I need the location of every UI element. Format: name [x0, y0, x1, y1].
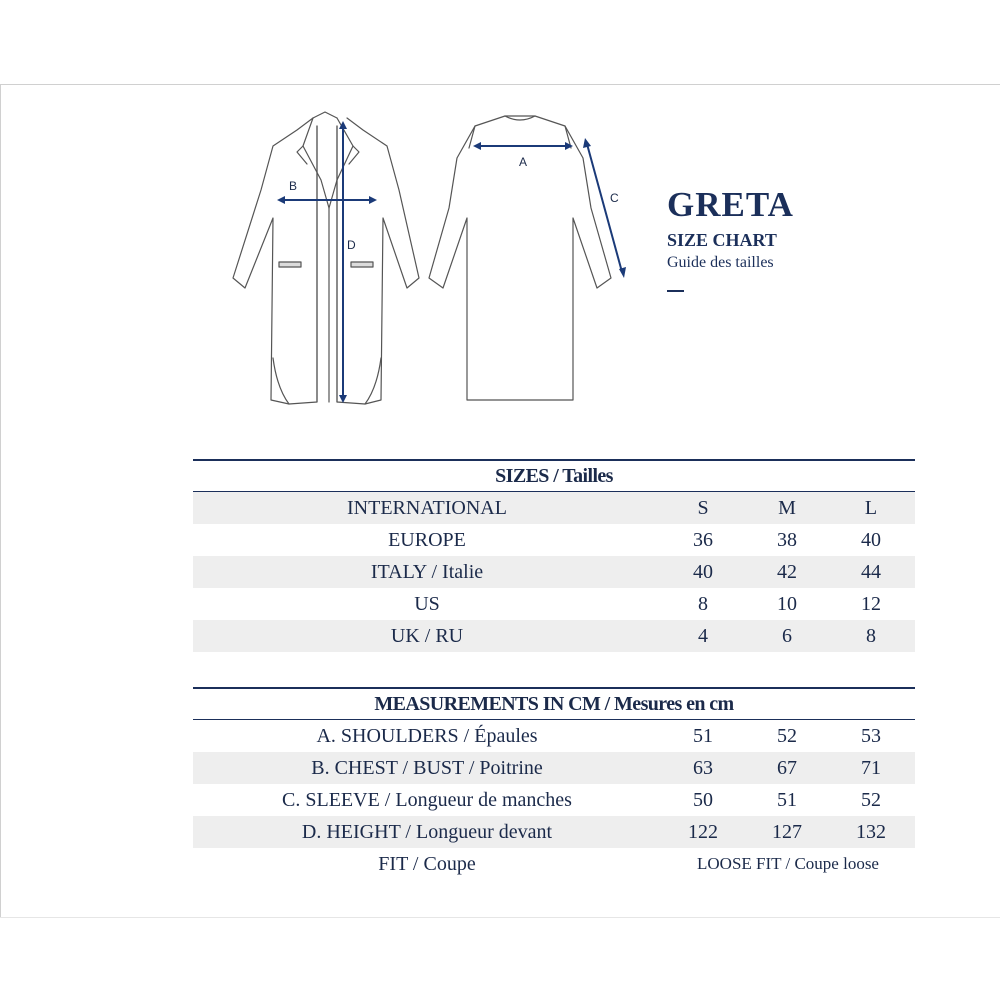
sizes-table-title: SIZES / Tailles — [495, 464, 613, 487]
size-m: 38 — [777, 528, 797, 551]
size-s: 63 — [693, 756, 713, 779]
row-label: INTERNATIONAL — [347, 496, 507, 519]
row-label: ITALY / Italie — [370, 560, 484, 583]
size-l: 71 — [861, 756, 881, 779]
row-label: UK / RU — [390, 624, 464, 647]
size-l: 12 — [861, 592, 881, 615]
size-m: 127 — [772, 820, 802, 843]
size-m: 6 — [782, 624, 792, 647]
row-label: A. SHOULDERS / Épaules — [316, 724, 538, 747]
size-m: 52 — [777, 724, 797, 747]
label-a: A — [519, 155, 528, 169]
size-l: 40 — [861, 528, 881, 551]
row-label: C. SLEEVE / Longueur de manches — [282, 788, 572, 811]
size-l: 44 — [861, 560, 881, 583]
page-border-bottom — [0, 917, 1000, 918]
sizes-table — [193, 459, 915, 652]
table-row — [193, 492, 915, 524]
size-l: 8 — [866, 624, 876, 647]
row-label: D. HEIGHT / Longueur devant — [301, 820, 553, 843]
page-border-top — [0, 84, 1000, 85]
label-b: B — [289, 179, 298, 193]
coat-illustration — [225, 108, 635, 408]
size-s: 50 — [693, 788, 713, 811]
size-l: L — [864, 496, 878, 519]
size-guide-subtitle: Guide des tailles — [667, 254, 774, 271]
fit-row — [193, 848, 915, 880]
size-s: 4 — [698, 624, 708, 647]
fit-label: FIT / Coupe — [378, 852, 476, 875]
size-m: M — [778, 496, 796, 519]
title-dash — [667, 290, 684, 292]
size-m: 51 — [777, 788, 797, 811]
table-row — [193, 720, 915, 752]
measurements-table — [193, 687, 915, 880]
coat-front-drawing — [233, 112, 419, 404]
fit-value: LOOSE FIT / Coupe loose — [697, 854, 879, 873]
size-s: 8 — [698, 592, 708, 615]
table-row — [193, 816, 915, 848]
label-c: C — [610, 191, 619, 205]
table-row — [193, 524, 915, 556]
size-l: 52 — [861, 788, 881, 811]
table-row — [193, 620, 915, 652]
product-title: GRETA — [667, 185, 794, 224]
size-chart-heading: SIZE CHART — [667, 230, 777, 250]
size-s: 36 — [693, 528, 713, 551]
table-row — [193, 784, 915, 816]
page-border-left — [0, 84, 1, 918]
size-s: S — [697, 496, 709, 519]
label-d: D — [347, 238, 356, 252]
row-label: US — [414, 592, 440, 615]
brand-block — [667, 186, 794, 292]
row-label: EUROPE — [388, 528, 466, 551]
size-m: 42 — [777, 560, 797, 583]
size-m: 10 — [777, 592, 797, 615]
size-s: 40 — [693, 560, 713, 583]
table-row — [193, 588, 915, 620]
table-row — [193, 556, 915, 588]
table-row — [193, 752, 915, 784]
measurements-table-title: MEASUREMENTS IN CM / Mesures en cm — [374, 692, 734, 715]
size-s: 122 — [688, 820, 718, 843]
size-l: 132 — [856, 820, 886, 843]
size-m: 67 — [777, 756, 797, 779]
row-label: B. CHEST / BUST / Poitrine — [311, 756, 543, 779]
size-l: 53 — [861, 724, 881, 747]
size-s: 51 — [693, 724, 713, 747]
